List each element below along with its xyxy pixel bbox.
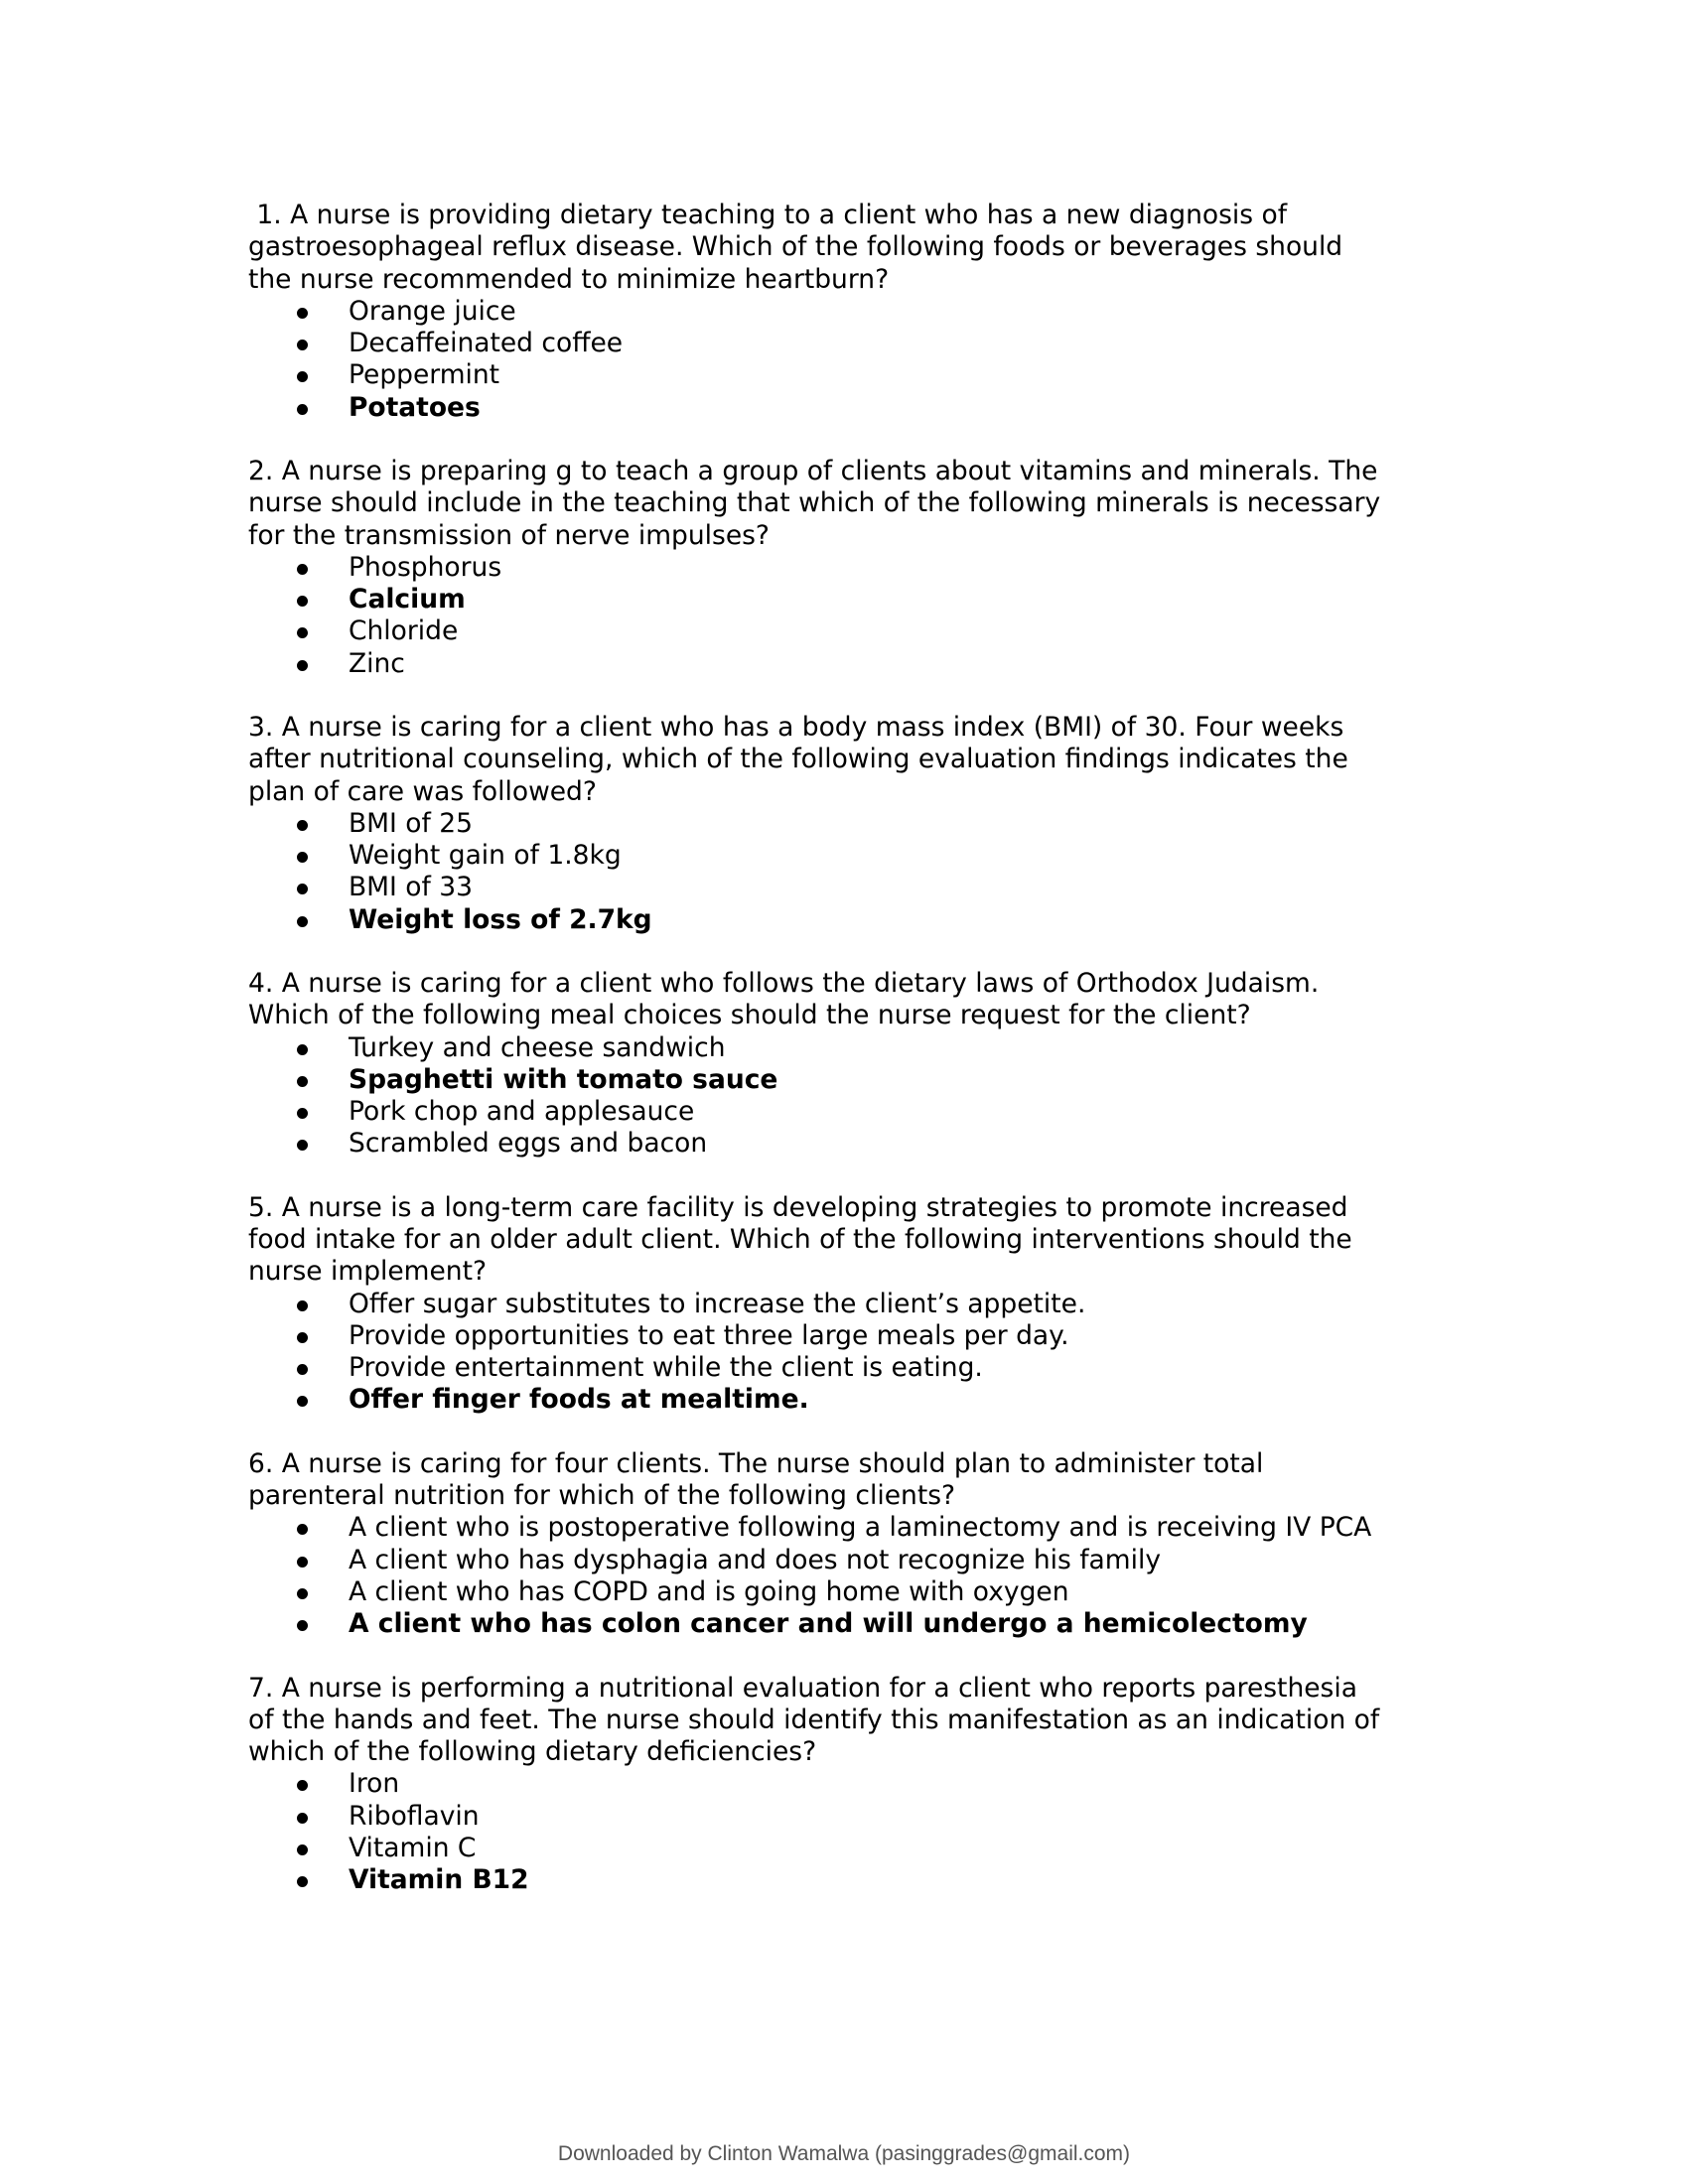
- answer-option: [248, 872, 1489, 903]
- answer-option: [248, 1512, 1489, 1544]
- option-text: Spaghetti with tomato sauce: [349, 1063, 778, 1095]
- answer-option: [248, 296, 1489, 328]
- answer-option: [248, 328, 1489, 359]
- answer-option: [248, 1128, 1489, 1160]
- answer-option: [248, 1833, 1489, 1864]
- option-text: Offer sugar substitutes to increase the client’s appetite.: [349, 1288, 1086, 1319]
- bullet-icon: [297, 1108, 308, 1119]
- option-text: Phosphorus: [349, 551, 502, 583]
- question-text-line: 1. A nurse is providing dietary teaching to a client who has a new diagnosis of: [248, 200, 1288, 230]
- answer-option: [248, 552, 1489, 584]
- bullet-icon: [297, 1140, 308, 1151]
- bullet-icon: [297, 1364, 308, 1375]
- question-text-line: 3. A nurse is caring for a client who has a body mass index (BMI) of 30. Four weeks: [248, 712, 1344, 743]
- correct-answer-option: [248, 904, 1489, 936]
- question-stem: [248, 1448, 1489, 1513]
- bullet-icon: [297, 852, 308, 863]
- option-text: Potatoes: [349, 391, 481, 423]
- answer-option: [248, 1352, 1489, 1384]
- question-text-line: of the hands and feet. The nurse should identify this manifestation as an indication of: [248, 1704, 1380, 1735]
- option-text: Weight loss of 2.7kg: [349, 903, 652, 935]
- option-text: Turkey and cheese sandwich: [349, 1031, 726, 1063]
- bullet-icon: [297, 627, 308, 638]
- bullet-icon: [297, 340, 308, 350]
- bullet-icon: [297, 1876, 308, 1887]
- question-6: [248, 1448, 1489, 1641]
- option-text: Iron: [349, 1768, 400, 1800]
- bullet-icon: [297, 404, 308, 415]
- question-1: [248, 200, 1489, 424]
- question-text-line: 5. A nurse is a long-term care facility is developing strategies to promote increased: [248, 1191, 1348, 1223]
- answer-options: [248, 1512, 1489, 1640]
- answer-options: [248, 296, 1489, 424]
- question-3: [248, 712, 1489, 936]
- question-text-line: nurse implement?: [248, 1256, 488, 1288]
- answer-option: [248, 1576, 1489, 1608]
- option-text: Weight gain of 1.8kg: [349, 840, 622, 871]
- answer-options: [248, 1289, 1489, 1417]
- option-text: Peppermint: [349, 359, 500, 391]
- option-text: Scrambled eggs and bacon: [349, 1128, 708, 1160]
- bullet-icon: [297, 596, 308, 607]
- option-text: A client who has dysphagia and does not recognize his family: [349, 1544, 1162, 1575]
- bullet-icon: [297, 1844, 308, 1855]
- correct-answer-option: [248, 584, 1489, 615]
- option-text: Provide opportunities to eat three large meals per day.: [349, 1319, 1069, 1351]
- answer-option: [248, 808, 1489, 840]
- question-stem: [248, 968, 1489, 1032]
- answer-option: [248, 840, 1489, 872]
- bullet-icon: [297, 1044, 308, 1055]
- option-text: Decaffeinated coffee: [349, 328, 624, 358]
- bullet-icon: [297, 820, 308, 831]
- bullet-icon: [297, 371, 308, 382]
- question-text-line: 2. A nurse is preparing g to teach a group of clients about vitamins and minerals. The: [248, 456, 1378, 486]
- option-text: Calcium: [349, 584, 466, 614]
- option-text: BMI of 25: [349, 807, 473, 839]
- answer-options: [248, 808, 1489, 936]
- question-stem: [248, 200, 1489, 296]
- correct-answer-option: [248, 1384, 1489, 1416]
- option-text: BMI of 33: [349, 872, 473, 903]
- answer-option: [248, 1320, 1489, 1352]
- bullet-icon: [297, 1813, 308, 1824]
- bullet-icon: [297, 308, 308, 319]
- bullet-icon: [297, 1396, 308, 1407]
- answer-options: [248, 1768, 1489, 1896]
- bullet-icon: [297, 1300, 308, 1311]
- correct-answer-option: [248, 1608, 1489, 1640]
- question-text-line: nurse should include in the teaching that which of the following minerals is necessary: [248, 487, 1381, 519]
- question-7: [248, 1673, 1489, 1897]
- question-text-line: parenteral nutrition for which of the following clients?: [248, 1480, 956, 1511]
- option-text: Orange juice: [349, 295, 516, 327]
- question-text-line: the nurse recommended to minimize heartburn?: [248, 263, 890, 295]
- answer-option: [248, 1801, 1489, 1833]
- question-text-line: gastroesophageal reflux disease. Which of the following foods or beverages should: [248, 231, 1343, 263]
- option-text: Vitamin B12: [349, 1864, 529, 1895]
- bullet-icon: [297, 884, 308, 894]
- answer-option: [248, 1289, 1489, 1320]
- answer-option: [248, 1768, 1489, 1800]
- question-text-line: food intake for an older adult client. Which of the following interventions should the: [248, 1224, 1352, 1255]
- bullet-icon: [297, 660, 308, 671]
- question-stem: [248, 456, 1489, 552]
- answer-option: [248, 615, 1489, 647]
- bullet-icon: [297, 564, 308, 575]
- footer-text: Downloaded by Clinton Wamalwa (pasinggrades@gmail.com): [557, 2142, 1131, 2165]
- answer-options: [248, 552, 1489, 680]
- bullet-icon: [297, 1780, 308, 1791]
- question-stem: [248, 712, 1489, 808]
- download-watermark-footer: [0, 2142, 1688, 2166]
- question-5: [248, 1192, 1489, 1417]
- correct-answer-option: [248, 1864, 1489, 1896]
- correct-answer-option: [248, 1064, 1489, 1096]
- option-text: Chloride: [349, 615, 459, 647]
- question-text-line: 7. A nurse is performing a nutritional evaluation for a client who reports paresthesia: [248, 1672, 1357, 1704]
- bullet-icon: [297, 1620, 308, 1631]
- answer-option: [248, 1096, 1489, 1128]
- bullet-icon: [297, 1557, 308, 1568]
- question-2: [248, 456, 1489, 680]
- answer-option: [248, 648, 1489, 680]
- question-text-line: Which of the following meal choices should the nurse request for the client?: [248, 1000, 1251, 1031]
- option-text: Vitamin C: [349, 1832, 477, 1863]
- question-stem: [248, 1192, 1489, 1289]
- question-stem: [248, 1673, 1489, 1769]
- bullet-icon: [297, 1332, 308, 1343]
- option-text: Provide entertainment while the client is eating.: [349, 1352, 983, 1383]
- answer-options: [248, 1032, 1489, 1160]
- option-text: Offer finger foods at mealtime.: [349, 1384, 809, 1416]
- option-text: Pork chop and applesauce: [349, 1096, 695, 1127]
- question-text-line: 6. A nurse is caring for four clients. The nurse should plan to administer total: [248, 1447, 1264, 1479]
- question-text-line: which of the following dietary deficiencies?: [248, 1736, 817, 1767]
- bullet-icon: [297, 1524, 308, 1535]
- question-text-line: 4. A nurse is caring for a client who follows the dietary laws of Orthodox Judaism.: [248, 968, 1320, 999]
- option-text: Riboflavin: [349, 1800, 480, 1832]
- bullet-icon: [297, 1076, 308, 1087]
- answer-option: [248, 1032, 1489, 1064]
- question-text-line: after nutritional counseling, which of the following evaluation findings indicates the: [248, 744, 1348, 775]
- bullet-icon: [297, 916, 308, 927]
- option-text: A client who has colon cancer and will undergo a hemicolectomy: [349, 1608, 1308, 1639]
- option-text: A client who is postoperative following a laminectomy and is receiving IV PCA: [349, 1512, 1372, 1544]
- answer-option: [248, 359, 1489, 391]
- document-page: [248, 200, 1489, 1929]
- bullet-icon: [297, 1588, 308, 1599]
- option-text: A client who has COPD and is going home with oxygen: [349, 1575, 1069, 1607]
- answer-option: [248, 1545, 1489, 1576]
- question-4: [248, 968, 1489, 1160]
- question-text-line: plan of care was followed?: [248, 775, 597, 807]
- correct-answer-option: [248, 392, 1489, 424]
- option-text: Zinc: [349, 647, 405, 679]
- question-text-line: for the transmission of nerve impulses?: [248, 519, 770, 551]
